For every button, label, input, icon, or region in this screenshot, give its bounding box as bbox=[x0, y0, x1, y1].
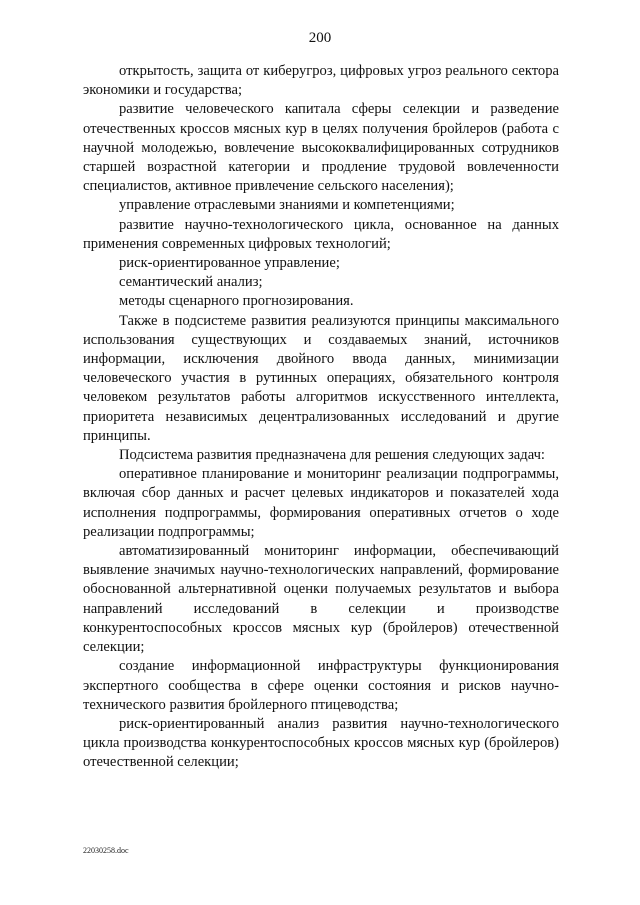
paragraph: развитие научно-технологического цикла, основанное на данных применения современных цифровых технологий; bbox=[83, 216, 559, 252]
paragraph: управление отраслевыми знаниями и компетенциями; bbox=[119, 197, 455, 214]
paragraph: оперативное планирование и мониторинг реализации подпрограммы, включая сбор данных и расчет целевых индикаторов и показателей хода исполнения подпрограммы, формирования оперативных отчетов о ходе реализации подпрограммы; bbox=[83, 466, 559, 540]
paragraph: создание информационной инфраструктуры функционирования экспертного сообщества в сфере оценки состояния и рисков научно-технического развития бройлерного птицеводства; bbox=[83, 658, 559, 713]
paragraph: развитие человеческого капитала сферы селекции и разведение отечественных кроссов мясных кур в целях получения бройлеров (работа с научной молодежью, вовлечение высококвалифицированных сотрудников старшей возрастной категории и продление трудовой вовлеченности специалистов, активное привлечение сельского населения); bbox=[83, 101, 559, 195]
paragraph: методы сценарного прогнозирования. bbox=[119, 293, 354, 310]
footer-file-code: 22030258.doc bbox=[83, 846, 129, 855]
paragraph: Подсистема развития предназначена для решения следующих задач: bbox=[119, 447, 545, 464]
paragraph: риск-ориентированный анализ развития научно-технологического цикла производства конкурентоспособных кроссов мясных кур (бройлеров) отечественной селекции; bbox=[83, 715, 559, 771]
paragraph: автоматизированный мониторинг информации, обеспечивающий выявление значимых научно-технологических направлений, формирование обоснованной альтернативной оценки получаемых результатов и выбора направлений исследований в селекции и производстве конкурентоспособных кроссов мясных кур (бройлеров) отечественной селекции; bbox=[83, 543, 559, 656]
paragraph: открытость, защита от киберугроз, цифровых угроз реального сектора экономики и государства; bbox=[83, 63, 559, 99]
page-number: 200 bbox=[308, 30, 332, 46]
paragraph: риск-ориентированное управление; bbox=[119, 255, 340, 272]
paragraph: семантический анализ; bbox=[119, 274, 263, 291]
body-text bbox=[83, 62, 559, 773]
paragraph: Также в подсистеме развития реализуются принципы максимального использования существующих и создаваемых знаний, источников информации, исключения двойного ввода данных, минимизации человеческого участия в рутинных операциях, обязательного контроля человеком результатов работы алгоритмов искусственного интеллекта, приоритета независимых децентрализованных исследований и другие принципы. bbox=[83, 312, 559, 444]
